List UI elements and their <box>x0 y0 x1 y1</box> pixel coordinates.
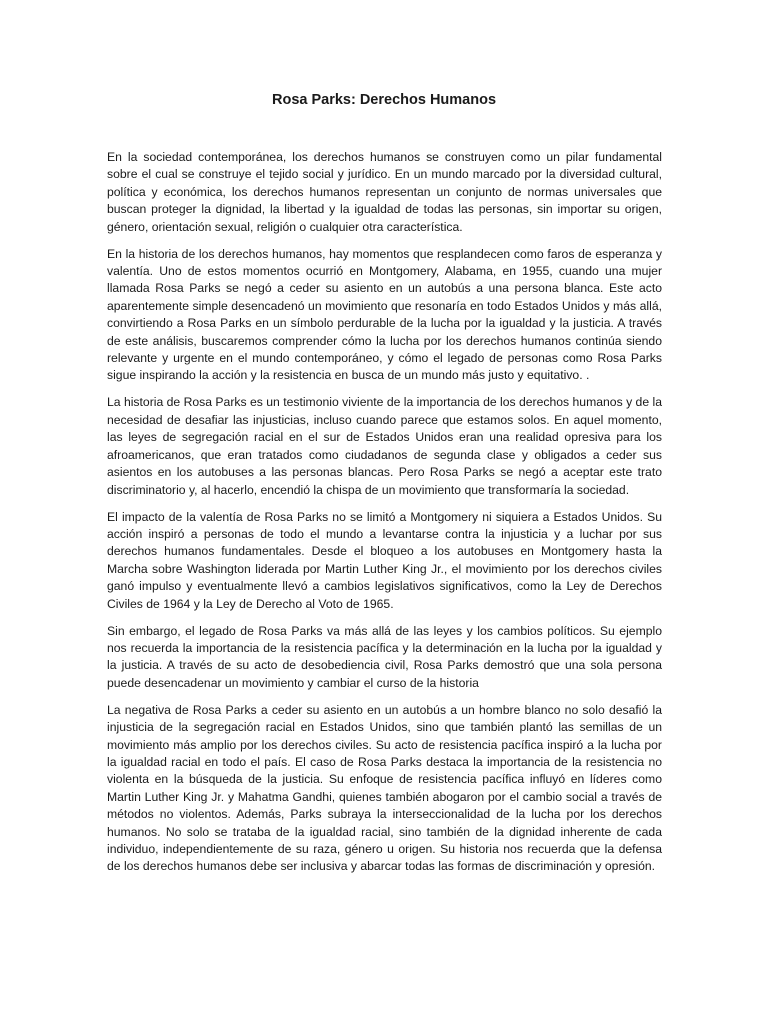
paragraph-4: El impacto de la valentía de Rosa Parks no se limitó a Montgomery ni siquiera a Estados Unidos. Su acción inspiró a personas de todo el mundo a levantarse contra la injusticia y a luchar por sus derechos humanos fundamentales. Desde el bloqueo a los autobuses en Montgomery hasta la Marcha sobre Washington liderada por Martin Luther King Jr., el movimiento por los derechos civiles ganó impulso y eventualmente llevó a cambios legislativos significativos, como la Ley de Derechos Civiles de 1964 y la Ley de Derecho al Voto de 1965. <box>107 509 662 611</box>
document-body <box>107 149 662 885</box>
paragraph-6: La negativa de Rosa Parks a ceder su asiento en un autobús a un hombre blanco no solo desafió la injusticia de la segregación racial en Estados Unidos, sino que también plantó las semillas de un movimiento más amplio por los derechos civiles. Su acto de resistencia pacífica inspiró a la lucha por la igualdad racial en todo el país. El caso de Rosa Parks destaca la importancia de la resistencia no violenta en la búsqueda de la justicia. Su enfoque de resistencia pacífica influyó en líderes como Martin Luther King Jr. y Mahatma Gandhi, quienes también abogaron por el cambio social a través de métodos no violentos. Además, Parks subraya la interseccionalidad de la lucha por los derechos humanos. No solo se trataba de la igualdad racial, sino también de la dignidad inherente de cada individuo, independientemente de su raza, género u origen. Su historia nos recuerda que la defensa de los derechos humanos debe ser inclusiva y abarcar todas las formas de discriminación y opresión. <box>107 702 662 874</box>
paragraph-5: Sin embargo, el legado de Rosa Parks va más allá de las leyes y los cambios políticos. Su ejemplo nos recuerda la importancia de la resistencia pacífica y la determinación en la lucha por la igualdad y la justicia. A través de su acto de desobediencia civil, Rosa Parks demostró que una sola persona puede desencadenar un movimiento y cambiar el curso de la historia <box>107 623 662 690</box>
document-title: Rosa Parks: Derechos Humanos <box>271 92 497 108</box>
paragraph-3: La historia de Rosa Parks es un testimonio viviente de la importancia de los derechos humanos y de la necesidad de desafiar las injusticias, incluso cuando parece que estamos solos. En aquel momento, las leyes de segregación racial en el sur de Estados Unidos eran una realidad opresiva para los afroamericanos, que eran tratados como ciudadanos de segunda clase y obligados a ceder sus asientos en los autobuses a las personas blancas. Pero Rosa Parks se negó a aceptar este trato discriminatorio y, al hacerlo, encendió la chispa de un movimiento que transformaría la sociedad. <box>107 395 662 497</box>
paragraph-2: En la historia de los derechos humanos, hay momentos que resplandecen como faros de esperanza y valentía. Uno de estos momentos ocurrió en Montgomery, Alabama, en 1955, cuando una mujer llamada Rosa Parks se negó a ceder su asiento en un autobús a una persona blanca. Este acto aparentemente simple desencadenó un movimiento que resonaría en todo Estados Unidos y más allá, convirtiendo a Rosa Parks en un símbolo perdurable de la lucha por la igualdad y la justicia. A través de este análisis, buscaremos comprender cómo la lucha por los derechos humanos continúa siendo relevante y urgente en el mundo contemporáneo, y cómo el legado de personas como Rosa Parks sigue inspirando la acción y la resistencia en busca de un mundo más justo y equitativo. . <box>107 246 662 383</box>
paragraph-1: En la sociedad contemporánea, los derechos humanos se construyen como un pilar fundamental sobre el cual se construye el tejido social y jurídico. En un mundo marcado por la diversidad cultural, política y económica, los derechos humanos representan un conjunto de normas universales que buscan proteger la dignidad, la libertad y la igualdad de todas las personas, sin importar su origen, género, orientación sexual, religión o cualquier otra característica. <box>107 150 662 234</box>
